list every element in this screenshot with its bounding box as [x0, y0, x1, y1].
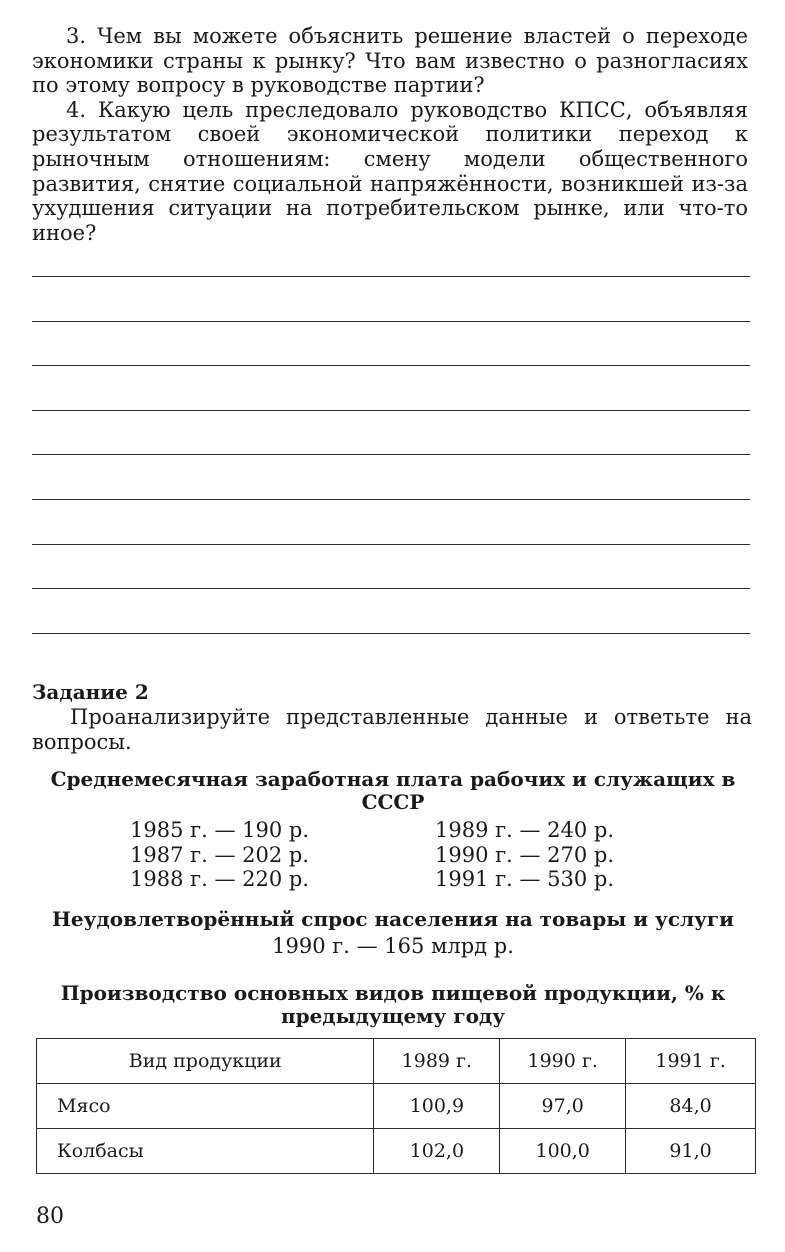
task-intro: [32, 705, 752, 755]
row-value: 91,0: [626, 1129, 756, 1174]
answer-line[interactable]: [32, 499, 750, 500]
task-heading: Задание 2: [32, 680, 149, 704]
row-value: 100,0: [500, 1129, 626, 1174]
table-row: [37, 1084, 756, 1129]
header-1989: 1989 г.: [374, 1039, 500, 1084]
table-header-row: [37, 1039, 756, 1084]
wage-entry: 1990 г. — 270 р.: [435, 842, 615, 867]
questions-block: [32, 24, 748, 245]
answer-line[interactable]: [32, 544, 750, 545]
wage-entry: 1991 г. — 530 р.: [435, 867, 615, 891]
wages-title: Среднемесячная заработная плата рабочих и служащих в СССР: [50, 767, 736, 814]
production-table: [36, 1038, 756, 1174]
row-value: 102,0: [374, 1129, 500, 1174]
task-intro-text: Проанализируйте представленные данные и ответьте на вопросы.: [32, 705, 752, 754]
row-product-name: Колбасы: [37, 1129, 374, 1174]
question-3: 3. Чем вы можете объяснить решение властей о переходе экономики страны к рынку? Что вам известно о разногласиях по этому вопросу в руководстве партии?: [32, 24, 748, 98]
answer-line[interactable]: [32, 410, 750, 411]
header-product: Вид продукции: [37, 1039, 374, 1084]
table-row: [37, 1129, 756, 1174]
demand-title: Неудовлетворённый спрос населения на товары и услуги: [51, 907, 734, 931]
answer-line[interactable]: [32, 365, 750, 366]
wages-right-column: [435, 818, 614, 892]
wage-entry: 1989 г. — 240 р.: [435, 818, 615, 842]
row-value: 97,0: [500, 1084, 626, 1129]
header-1990: 1990 г.: [500, 1039, 626, 1084]
demand-value: 1990 г. — 165 млрд р.: [272, 934, 514, 958]
header-1991: 1991 г.: [626, 1039, 756, 1084]
wage-entry: 1987 г. — 202 р.: [130, 842, 310, 867]
page-number: 80: [36, 1204, 64, 1229]
answer-line[interactable]: [32, 321, 750, 322]
wage-entry: 1988 г. — 220 р.: [130, 867, 310, 891]
row-value: 100,9: [374, 1084, 500, 1129]
answer-line[interactable]: [32, 276, 750, 277]
answer-line[interactable]: [32, 588, 750, 589]
wages-left-column: [130, 818, 309, 892]
row-value: 84,0: [626, 1084, 756, 1129]
answer-line[interactable]: [32, 454, 750, 455]
answer-line[interactable]: [32, 633, 750, 634]
answer-lines[interactable]: [32, 276, 750, 677]
row-product-name: Мясо: [37, 1084, 374, 1129]
question-4: 4. Какую цель преследовало руководство КПСС, объявляя результатом своей экономической политики переход к рыночным отношениям: смену модели общественного развития, снятие социальной напряжённости, возникшей из-за ухудшения ситуации на потребительском рынке, или что-то иное?: [32, 97, 748, 245]
production-title: Производство основных видов пищевой продукции, % к предыдущему году: [60, 981, 726, 1028]
wage-entry: 1985 г. — 190 р.: [130, 818, 310, 842]
